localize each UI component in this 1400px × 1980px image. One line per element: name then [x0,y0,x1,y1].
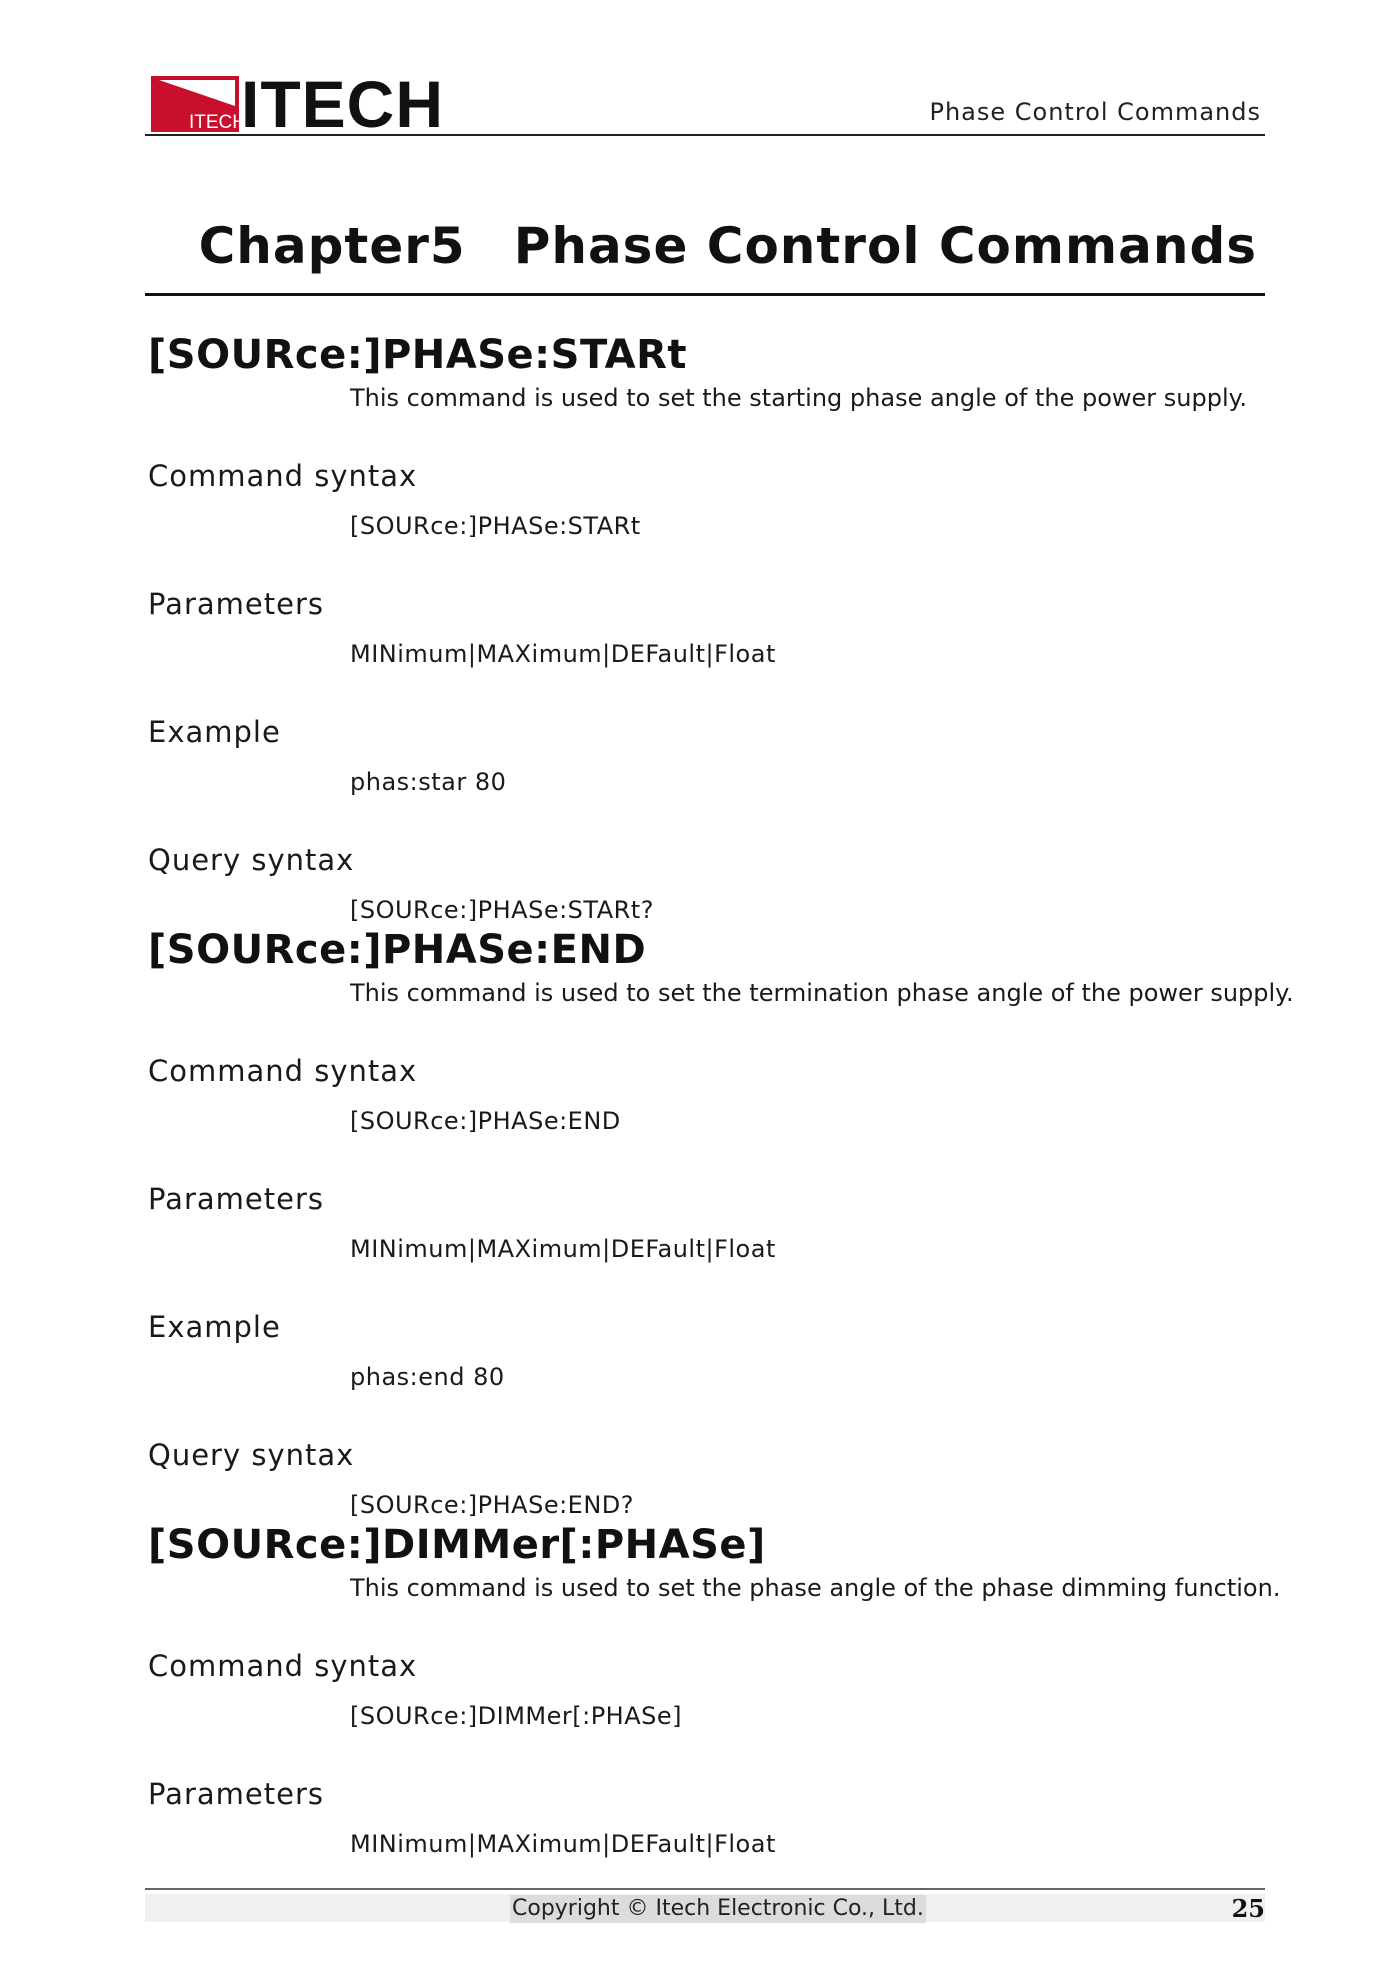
chapter-title: Phase Control Commands [513,217,1257,275]
command-section-phase-end [148,925,1294,1523]
field-value: [SOURce:]PHASe:END? [350,1491,634,1519]
field-value: MINimum|MAXimum|DEFault|Float [350,640,776,668]
itech-logo [151,67,444,141]
page-header [145,67,1265,141]
header-title: Phase Control Commands [929,98,1261,126]
footer-copyright: Copyright © Itech Electronic Co., Ltd. [512,1896,924,1921]
field-label: Parameters [148,1182,324,1216]
field-label: Command syntax [148,1054,418,1088]
field-label: Example [148,715,281,749]
command-description: This command is used to set the starting phase angle of the power supply. [350,384,1248,412]
field-label: Query syntax [148,1438,355,1472]
logo-mark-icon [151,76,246,133]
chapter-number: Chapter5 [198,217,466,275]
logo-wordmark: ITECH [241,67,444,141]
command-title: [SOURce:]PHASe:STARt [148,332,688,378]
logo-mark-text: ITECH [189,112,246,133]
chapter-heading [145,205,1265,296]
page-footer [145,1888,1265,1923]
field-label: Command syntax [148,459,418,493]
command-section-dimmer-phase [148,1520,1281,1862]
field-value: [SOURce:]PHASe:STARt? [350,896,654,924]
command-title: [SOURce:]DIMMer[:PHASe] [148,1522,766,1568]
command-title: [SOURce:]PHASe:END [148,927,647,973]
field-value: MINimum|MAXimum|DEFault|Float [350,1235,776,1263]
field-label: Parameters [148,587,324,621]
field-value: phas:star 80 [350,768,507,796]
field-label: Query syntax [148,843,355,877]
field-value: MINimum|MAXimum|DEFault|Float [350,1830,776,1858]
field-value: [SOURce:]PHASe:STARt [350,512,641,540]
field-label: Command syntax [148,1649,418,1683]
field-value: phas:end 80 [350,1363,505,1391]
page-number: 25 [1231,1894,1265,1923]
field-value: [SOURce:]PHASe:END [350,1107,621,1135]
field-value: [SOURce:]DIMMer[:PHASe] [350,1702,682,1730]
field-label: Parameters [148,1777,324,1811]
field-label: Example [148,1310,281,1344]
command-description: This command is used to set the phase angle of the phase dimming function. [350,1574,1281,1602]
command-description: This command is used to set the termination phase angle of the power supply. [350,979,1294,1007]
command-section-phase-start [148,330,1268,928]
